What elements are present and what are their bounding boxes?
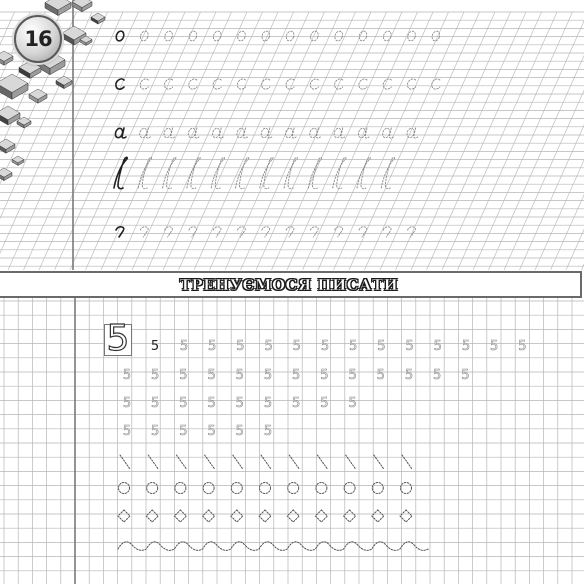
trace-digit: 5 [207,368,216,383]
trace-digit: 5 [518,339,527,354]
trace-digit: 5 [207,396,216,411]
diamond-trace [146,510,158,522]
diamond-trace [287,510,299,522]
trace-digit: 5 [320,368,329,383]
circle-trace [288,483,299,494]
wave-trace [118,542,428,551]
circle-trace [344,483,355,494]
model-digit: 5 [106,318,130,359]
circle-trace [260,483,271,494]
slash-trace [374,455,384,469]
trace-digit: 5 [263,424,273,439]
trace-digit: 5 [461,368,470,383]
diamond-trace [231,510,243,522]
diamond-trace [315,510,327,522]
page-number: 16 [24,27,52,51]
diamond-trace [372,510,384,522]
diamond-trace [174,510,186,522]
trace-digit: 5 [151,396,160,411]
diamond-trace [118,510,130,522]
slash-trace [317,455,327,469]
trace-digit: 5 [461,339,471,354]
pattern-row-wave [118,542,428,551]
trace-digit: 5 [404,368,414,383]
trace-digit: 5 [122,396,132,411]
trace-digit: 5 [292,339,301,354]
slash-trace [148,455,158,469]
trace-digit: 5 [433,368,442,383]
pattern-row-diamond [118,510,412,522]
trace-digit: 5 [348,368,357,383]
section-title: ТРЕНУЄМОСЯ ПИСАТИ [179,275,399,294]
trace-digit: 5 [348,396,357,411]
trace-digit: 5 [320,339,330,354]
trace-digit: 5 [264,339,273,354]
sample-digit: 5 [150,339,160,354]
trace-digit: 5 [122,368,132,383]
circle-trace [203,483,214,494]
trace-digit: 5 [179,368,188,383]
diamond-trace [344,510,356,522]
trace-digit: 5 [235,368,244,383]
diamond-trace [203,510,215,522]
slash-trace [402,455,412,469]
circle-trace [372,483,383,494]
trace-digit: 5 [207,424,216,439]
trace-digit: 5 [292,396,301,411]
trace-digit: 5 [292,368,301,383]
trace-digit: 5 [122,424,132,439]
trace-digit: 5 [179,424,188,439]
circle-trace [119,483,130,494]
trace-digit: 5 [235,396,244,411]
trace-digit: 5 [349,339,358,354]
circle-trace [147,483,158,494]
trace-digit: 5 [179,339,189,354]
trace-digit: 5 [151,368,160,383]
slash-trace [233,455,243,469]
trace-digit: 5 [208,339,217,354]
trace-digit: 5 [320,396,329,411]
trace-digit: 5 [490,339,499,354]
circle-trace [401,483,412,494]
slash-trace [205,455,215,469]
circle-trace [316,483,327,494]
trace-digit: 5 [236,339,245,354]
slash-trace [120,455,130,469]
trace-digit: 5 [179,396,188,411]
trace-digit: 5 [377,339,386,354]
diamond-trace [400,510,412,522]
slash-trace [289,455,299,469]
trace-digit: 5 [433,339,442,354]
pattern-row-circle [119,483,412,494]
trace-digit: 5 [405,339,414,354]
trace-digit: 5 [151,424,160,439]
trace-digit: 5 [376,368,385,383]
circle-trace [231,483,242,494]
pattern-row-slash [120,455,412,469]
circle-trace [175,483,186,494]
slash-trace [176,455,186,469]
diamond-trace [259,510,271,522]
trace-digit: 5 [263,368,273,383]
trace-digit: 5 [263,396,273,411]
slash-trace [346,455,356,469]
trace-digit: 5 [235,424,244,439]
slash-trace [261,455,271,469]
